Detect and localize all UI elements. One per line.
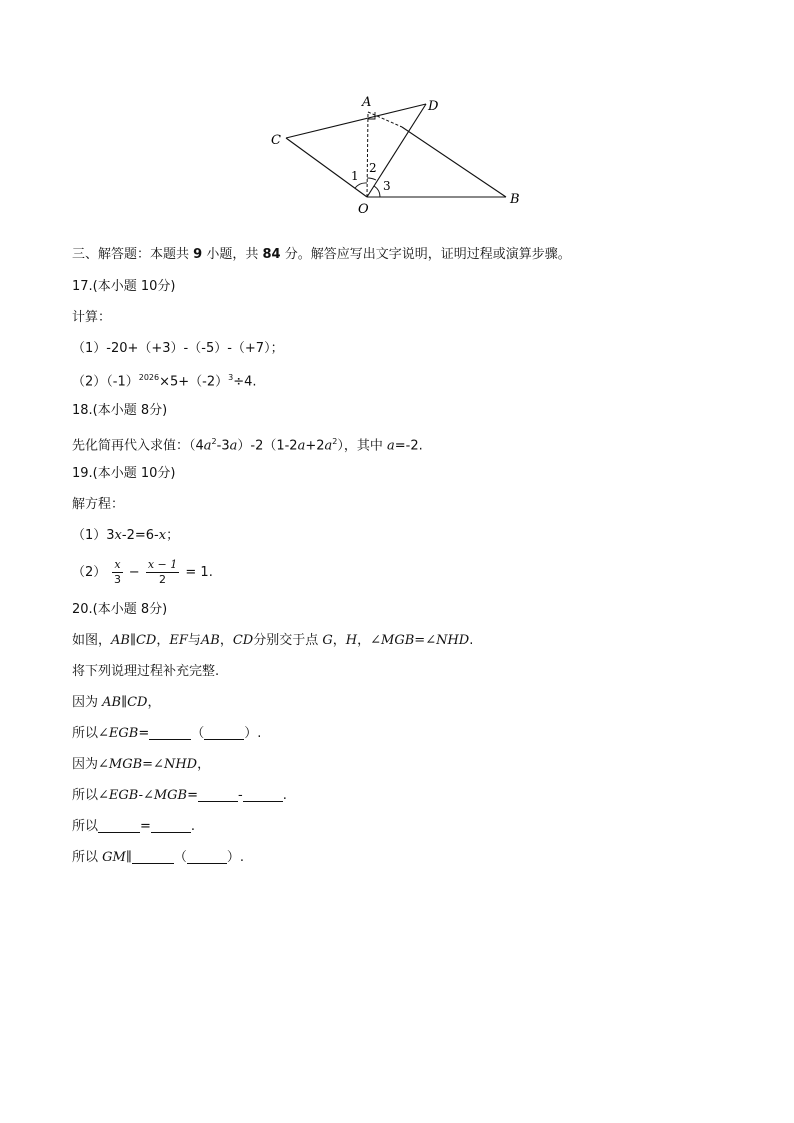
q20-step3: 因为∠MGB=∠NHD， <box>72 757 211 772</box>
answer-blank[interactable] <box>149 725 191 740</box>
label-o: O <box>358 202 369 217</box>
q19-prompt: 解方程： <box>72 497 125 512</box>
fraction-x-over-3: $\frac{x}{3}$ <box>114 558 122 586</box>
angle-arc-3 <box>374 186 380 197</box>
line-co <box>286 138 367 197</box>
answer-blank[interactable] <box>132 849 174 864</box>
q17-title: 17.(本小题 10分) <box>72 279 176 294</box>
q19-title: 19.(本小题 10分) <box>72 466 176 481</box>
q20-step5: 所以 = . <box>72 819 196 834</box>
label-a: A <box>362 95 372 110</box>
geometry-figure <box>262 90 532 220</box>
line-ab-solid <box>402 127 506 197</box>
q19-part2: （2） $\frac{x}{3}$ − $\frac{x - 1}{2}$ = 1. <box>72 558 213 586</box>
answer-blank[interactable] <box>98 818 140 833</box>
q18-expression: 先化简再代入求值：$(4a^2-3a)-2(1-2a+2a^2)$，其中 a=-2. <box>72 437 423 454</box>
label-d: D <box>428 99 439 114</box>
q17-part2: $(2)(-1)^{2026}\times 5+(-2)^3\div 4$. <box>72 373 257 390</box>
answer-blank[interactable] <box>151 818 191 833</box>
fraction-x-minus-1-over-2: $\frac{x - 1}{2}$ <box>147 558 178 586</box>
q19-part1: （1）3x-2=6-x； <box>72 528 180 543</box>
q20-step2: 所以∠EGB= （ ）. <box>72 726 262 741</box>
reason-blank[interactable] <box>187 849 227 864</box>
q17-part1: （1）-20+（+3）-（-5）-（+7）； <box>72 341 284 356</box>
q20-instruction: 将下列说理过程补充完整. <box>72 664 220 679</box>
q20-statement: 如图，AB∥CD，EF与AB，CD分别交于点 G，H，∠MGB=∠NHD. <box>72 633 474 648</box>
section-heading: 三、解答题：本题共 9 小题，共 84 分。解答应写出文字说明，证明过程或演算步骤。 <box>72 247 571 262</box>
angle-arc-1 <box>355 183 367 188</box>
label-angle-2: 2 <box>369 161 377 175</box>
reason-blank[interactable] <box>204 725 244 740</box>
answer-blank[interactable] <box>198 787 238 802</box>
angle-arc-2 <box>367 178 376 180</box>
line-cd <box>286 104 426 138</box>
line-oa-dashed <box>367 112 368 197</box>
label-angle-3: 3 <box>383 179 391 193</box>
q20-step1: 因为 AB∥CD， <box>72 695 161 710</box>
q20-title: 20.(本小题 8分) <box>72 602 168 617</box>
answer-blank[interactable] <box>243 787 283 802</box>
q20-step4: 所以∠EGB-∠MGB= - . <box>72 788 287 803</box>
label-angle-1: 1 <box>351 169 359 183</box>
line-od <box>367 104 426 197</box>
label-c: C <box>271 133 281 148</box>
q18-title: 18.(本小题 8分) <box>72 403 168 418</box>
q20-step6: 所以 GM∥ （ ）. <box>72 850 244 865</box>
label-b: B <box>510 192 520 207</box>
q17-prompt: 计算： <box>72 310 112 325</box>
